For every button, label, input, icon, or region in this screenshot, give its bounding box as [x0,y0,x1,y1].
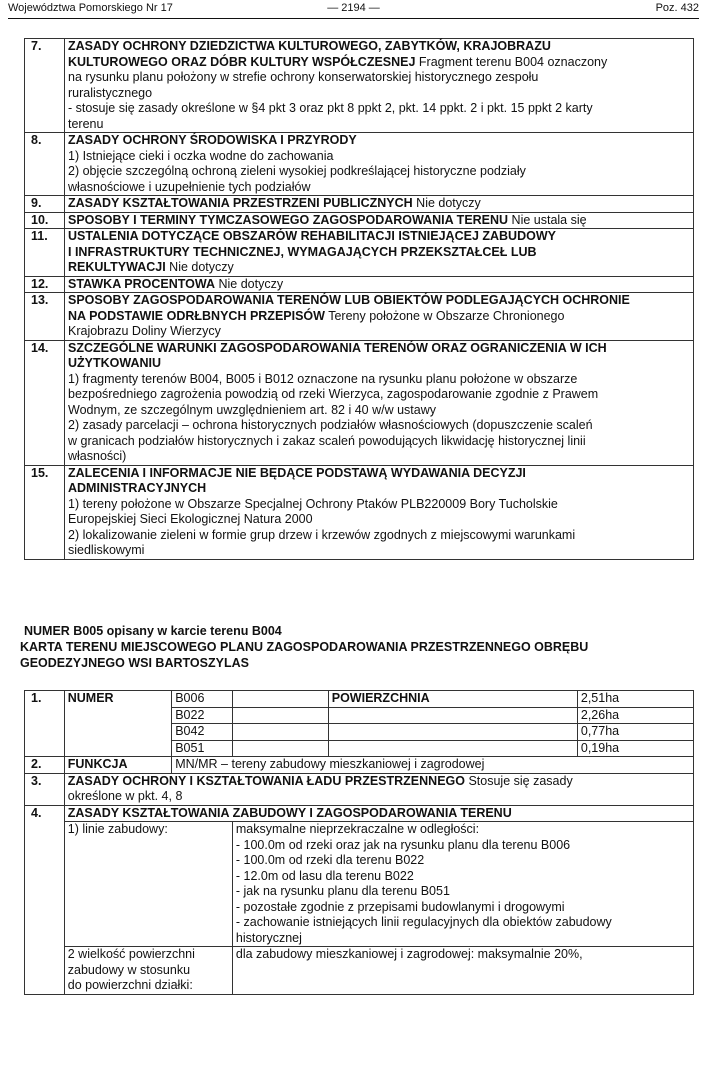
row-number: 3. [25,773,65,805]
position-number: Poz. 432 [655,2,699,14]
terrain-id: B006 [172,691,233,708]
text-line: - 12.0m od lasu dla terenu B022 [235,868,414,883]
row-number: 13. [25,293,65,341]
linie-zabudowy-value [232,822,693,947]
terrain-area: 0,77ha [577,724,693,741]
row-linie-zabudowy [25,822,694,947]
text-line: 2) lokalizowanie zieleni w formie grup drzew i krzewów zgodnych z miejscowymi warunkami [68,527,576,542]
row-title: SPOSOBY I TERMINY TYMCZASOWEGO ZAGOSPODAROWANIA TERENU [68,212,509,227]
terrain-area: 0,19ha [577,740,693,757]
text-line: terenu [68,116,104,131]
numer-label: NUMER [64,691,171,757]
terrain-card-table-b006 [24,690,694,995]
row-number: 8. [25,133,65,196]
row-content [65,133,694,196]
terrain-id: B022 [172,707,233,724]
row-number: 1. [25,691,65,757]
text-line: - zachowanie istniejących linii regulacyjnych dla obiektów zabudowy [235,915,612,929]
text-line: maksymalne nieprzekraczalne w odległości: [235,822,480,836]
row-text: Nie dotyczy [215,276,284,291]
page-number: — 2194 — [327,2,380,14]
row-content [65,229,694,277]
header-rule [8,18,699,19]
row-text: Tereny położone w Obszarze Chronionego [324,308,565,323]
row-numer [25,691,694,708]
text-line: 2 wielkość powierzchni [67,947,195,961]
row-title: NA PODSTAWIE ODRŁBNYCH PRZEPISÓW [68,308,325,323]
row-text: Fragment terenu B004 oznaczony [415,54,608,69]
text-line: - jak na rysunku planu dla terenu B051 [235,884,450,898]
text-line: 2) objęcie szczególną ochroną zieleni wysokiej podkreślającej historyczne podziały [68,164,526,178]
text-line: w granicach podziałów historycznych i zakaz scaleń powodujących likwidację historycznej linii [68,433,586,448]
table-row [25,229,694,277]
row-text: Stosuje się zasady [465,773,573,788]
text-line: 1) tereny położone w Obszarze Specjalnej Ochrony Ptaków PLB220009 Bory Tucholskie [68,496,558,511]
row-title: ZASADY OCHRONY ŚRODOWISKA I PRZYRODY [68,133,357,147]
row-number: 7. [25,39,65,133]
table-row [25,212,694,229]
row-content [65,39,694,133]
row-title: SZCZEGÓLNE WARUNKI ZAGOSPODAROWANIA TERENÓW ORAZ OGRANICZENIA W ICH [68,340,607,355]
row-title: UŻYTKOWANIU [68,356,162,370]
text-line: 1) fragmenty terenów B004, B005 i B012 oznaczone na rysunku planu położone w obszarze [68,371,578,386]
row-content [65,212,694,229]
terrain-area: 2,51ha [577,691,693,708]
journal-title: Województwa Pomorskiego Nr 17 [8,2,173,14]
row-number: 11. [25,229,65,277]
funkcja-label: FUNKCJA [64,757,171,774]
text-line: własności) [68,449,127,463]
terrain-area: 2,26ha [577,707,693,724]
empty-cell [328,724,577,741]
text-line: 1) Istniejące cieki i oczka wodne do zachowania [68,148,334,163]
row-number: 2. [25,757,65,774]
text-line: - 100.0m od rzeki dla terenu B022 [235,853,425,867]
text-line: do powierzchni działki: [67,978,193,992]
text-line: historycznej [235,930,302,945]
text-line: 2) zasady parcelacji – ochrona historycznych podziałów własnościowych (dopuszczenie scaleń [68,418,593,432]
section-title-line1: KARTA TERENU MIEJSCOWEGO PLANU ZAGOSPODAROWANIA PRZESTRZENNEGO OBRĘBU [20,640,589,654]
funkcja-value: MN/MR – tereny zabudowy mieszkaniowej i zagrodowej [172,757,694,774]
text-line: - pozostałe zgodnie z przepisami budowlanymi i drogowymi [235,899,565,914]
row-lad-przestrzenny [25,773,694,805]
row-content [65,293,694,341]
row-title: ZASADY KSZTAŁTOWANIA PRZESTRZENI PUBLICZNYCH [68,196,413,210]
table-row [25,196,694,213]
row-title: KULTUROWEGO ORAZ DÓBR KULTURY WSPÓŁCZESNEJ [68,54,416,69]
text-line: siedliskowymi [68,543,145,557]
text-line: Wodnym, ze szczególnym uwzględnieniem art. 82 i 40 w/w ustawy [68,402,436,417]
text-line: własnościowe i uzupełnienie tych podziałów [68,179,311,194]
row-text: Nie dotyczy [165,260,234,274]
section-title-line2: GEODEZYJNEGO WSI BARTOSZYLAS [20,656,249,670]
row-title: REKULTYWACJI [68,260,166,274]
row-content [65,276,694,293]
row-number: 12. [25,276,65,293]
row-text: Nie dotyczy [412,196,481,210]
powierzchnia-zabudowy-value: dla zabudowy mieszkaniowej i zagrodowej: maksymalnie 20%, [232,947,693,995]
row-content [65,196,694,213]
row-number: 4. [25,805,65,994]
linie-zabudowy-label: 1) linie zabudowy: [64,822,232,947]
row-title: STAWKA PROCENTOWA [68,276,215,291]
empty-cell [328,740,577,757]
row-number: 14. [25,340,65,465]
empty-cell [328,707,577,724]
table-row [25,276,694,293]
row-powierzchnia-zabudowy [25,947,694,995]
text-line: - 100.0m od rzeki oraz jak na rysunku planu dla terenu B006 [235,837,571,852]
row-title: ZASADY OCHRONY I KSZTAŁTOWANIA ŁADU PRZESTRZENNEGO [67,773,465,788]
table-row [25,465,694,559]
row-title: ADMINISTRACYJNYCH [68,481,207,495]
text-line: bezpośredniego zagrożenia powodzią od rzeki Wierzyca, zagospodarowanie zgodnie z Prawem [68,387,599,401]
table-row [25,133,694,196]
empty-cell [232,724,328,741]
row-title: ZASADY KSZTAŁTOWANIA ZABUDOWY I ZAGOSPODAROWANIA TERENU [64,805,693,822]
row-content [64,773,693,805]
terrain-id: B051 [172,740,233,757]
empty-cell [232,740,328,757]
text-line: Krajobrazu Doliny Wierzycy [68,324,221,338]
row-line: określone w pkt. 4, 8 [67,789,183,803]
row-title: I INFRASTRUKTURY TECHNICZNEJ, WYMAGAJĄCYCH PRZEKSZTAŁCEŁ LUB [68,244,537,259]
text-line: Europejskiej Sieci Ekologicznej Natura 2000 [68,512,313,526]
row-funkcja [25,757,694,774]
powierzchnia-zabudowy-label [64,947,232,995]
terrain-id: B042 [172,724,233,741]
row-number: 9. [25,196,65,213]
row-title: USTALENIA DOTYCZĄCE OBSZARÓW REHABILITACJI ISTNIEJĄCEJ ZABUDOWY [68,229,556,243]
row-title: SPOSOBY ZAGOSPODAROWANIA TERENÓW LUB OBIEKTÓW PODLEGAJĄCYCH OCHRONIE [68,293,630,307]
row-zabudowa-title [25,805,694,822]
row-number: 15. [25,465,65,559]
row-content [65,465,694,559]
table-row [25,39,694,133]
table-row [25,340,694,465]
section-number-note: NUMER B005 opisany w karcie terenu B004 [24,624,282,638]
empty-cell [232,707,328,724]
text-line: na rysunku planu położony w strefie ochrony konserwatorskiej historycznego zespołu [68,70,539,84]
terrain-card-table-b004-continued [24,38,694,560]
text-line: zabudowy w stosunku [67,962,191,977]
row-title: ZALECENIA I INFORMACJE NIE BĘDĄCE PODSTAWĄ WYDAWANIA DECYZJI [68,465,526,480]
empty-cell [232,691,328,708]
row-title: ZASADY OCHRONY DZIEDZICTWA KULTUROWEGO, ZABYTKÓW, KRAJOBRAZU [68,39,551,53]
row-number: 10. [25,212,65,229]
table-row [25,293,694,341]
text-line: ruralistycznego [68,85,153,100]
area-label: POWIERZCHNIA [328,691,577,708]
page-header [8,2,699,18]
row-text: Nie ustala się [508,212,587,227]
row-content [65,340,694,465]
text-line: - stosuje się zasady określone w §4 pkt 3 oraz pkt 8 ppkt 2, pkt. 14 ppkt. 2 i pkt. 15 ppkt 2 karty [68,101,593,115]
